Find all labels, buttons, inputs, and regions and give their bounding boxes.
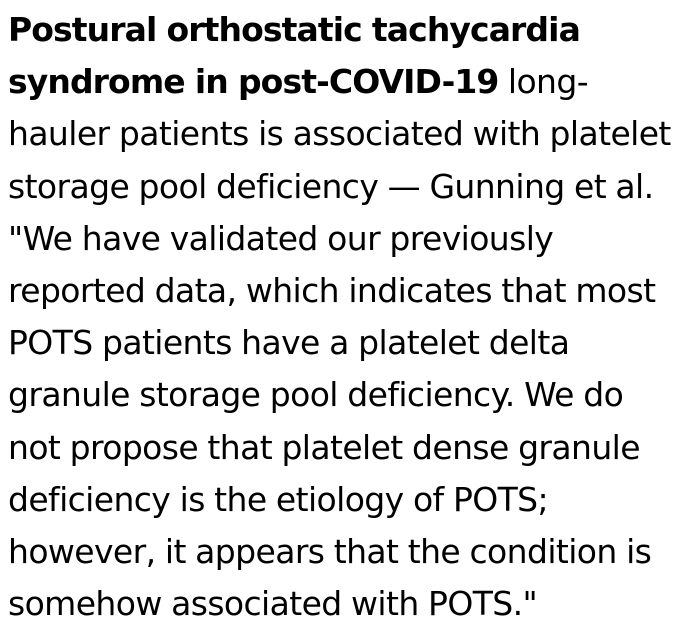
- quote-line: not propose that platelet dense granule: [8, 427, 640, 467]
- post-line: hauler patients is associated with platelet: [8, 114, 671, 154]
- quote-line: "We have validated our previously: [8, 218, 554, 258]
- post-body: [8, 4, 690, 630]
- quote-line: somehow associated with POTS.": [8, 584, 538, 624]
- quote-line: however, it appears that the condition is: [8, 532, 652, 572]
- post-title-bold: Postural orthostatic tachycardia: [8, 10, 580, 49]
- quote-line: reported data, which indicates that most: [8, 271, 656, 311]
- post-line: syndrome in post-COVID-19 long-: [8, 62, 589, 102]
- quote-line: deficiency is the etiology of POTS;: [8, 479, 549, 519]
- post-title-bold: syndrome in post-COVID-19: [8, 62, 499, 102]
- post-line: [8, 4, 690, 56]
- quote-line: POTS patients have a platelet delta: [8, 323, 570, 363]
- post-line: storage pool deficiency — Gunning et al.: [8, 166, 654, 206]
- quote-line: granule storage pool deficiency. We do: [8, 375, 624, 415]
